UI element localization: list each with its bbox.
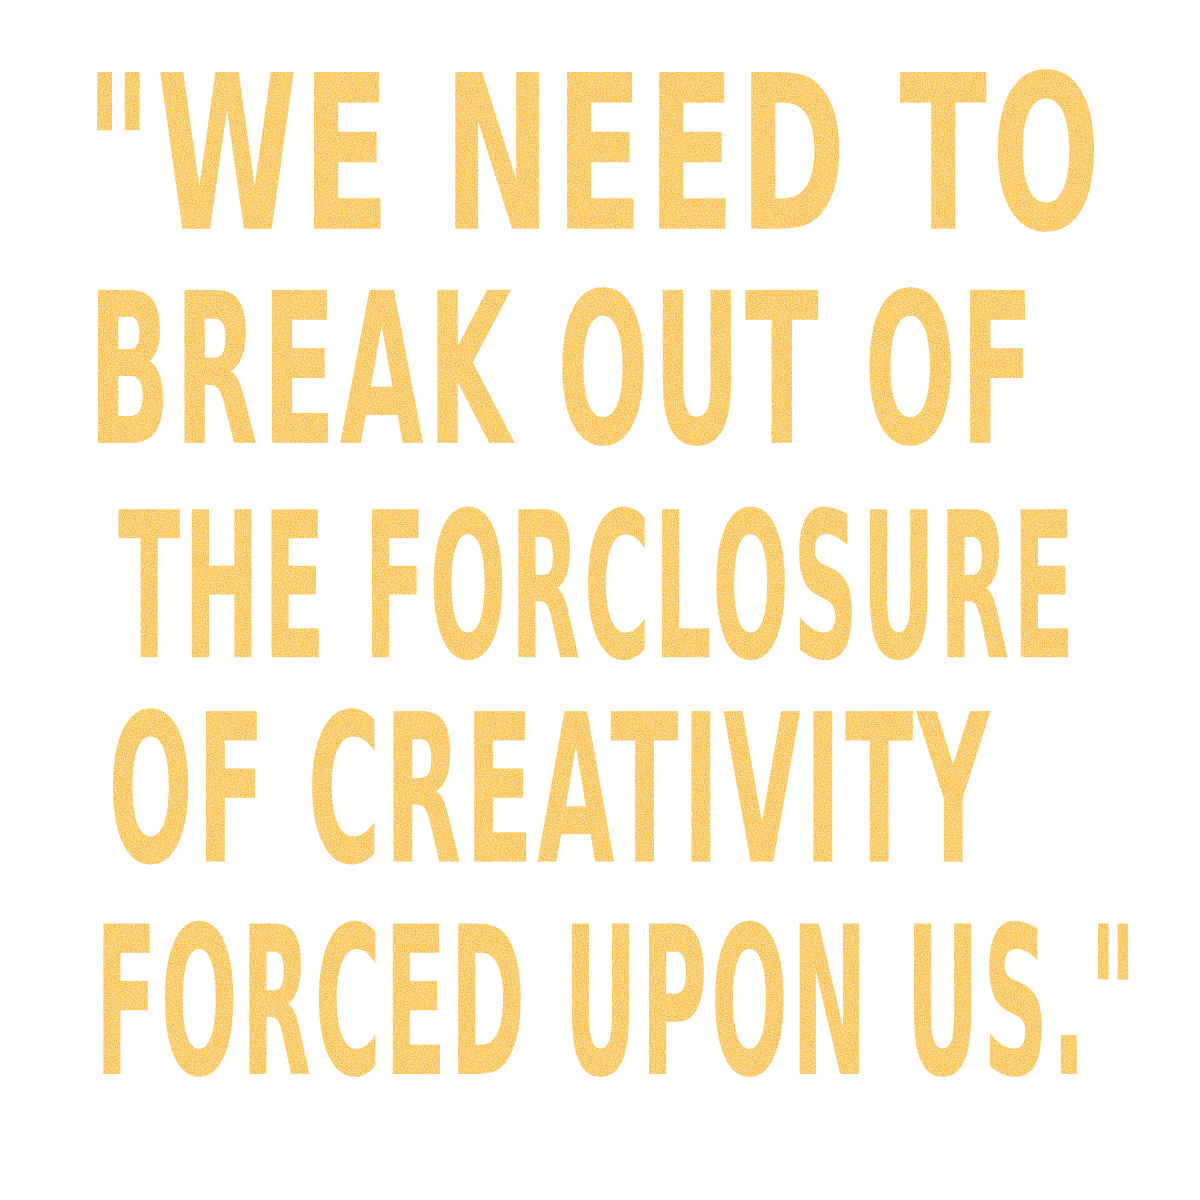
quote-line-3: THE FORCLOSURE	[118, 469, 1079, 706]
quote-text-group	[85, 29, 1140, 1123]
quote-line-4: OF CREATIVITY	[108, 670, 994, 911]
quote-line-5: FORCED UPON US."	[95, 882, 1141, 1123]
quote-line-1: "WE NEED TO	[85, 28, 1105, 280]
quote-line-2: BREAK OUT OF	[88, 249, 1038, 494]
